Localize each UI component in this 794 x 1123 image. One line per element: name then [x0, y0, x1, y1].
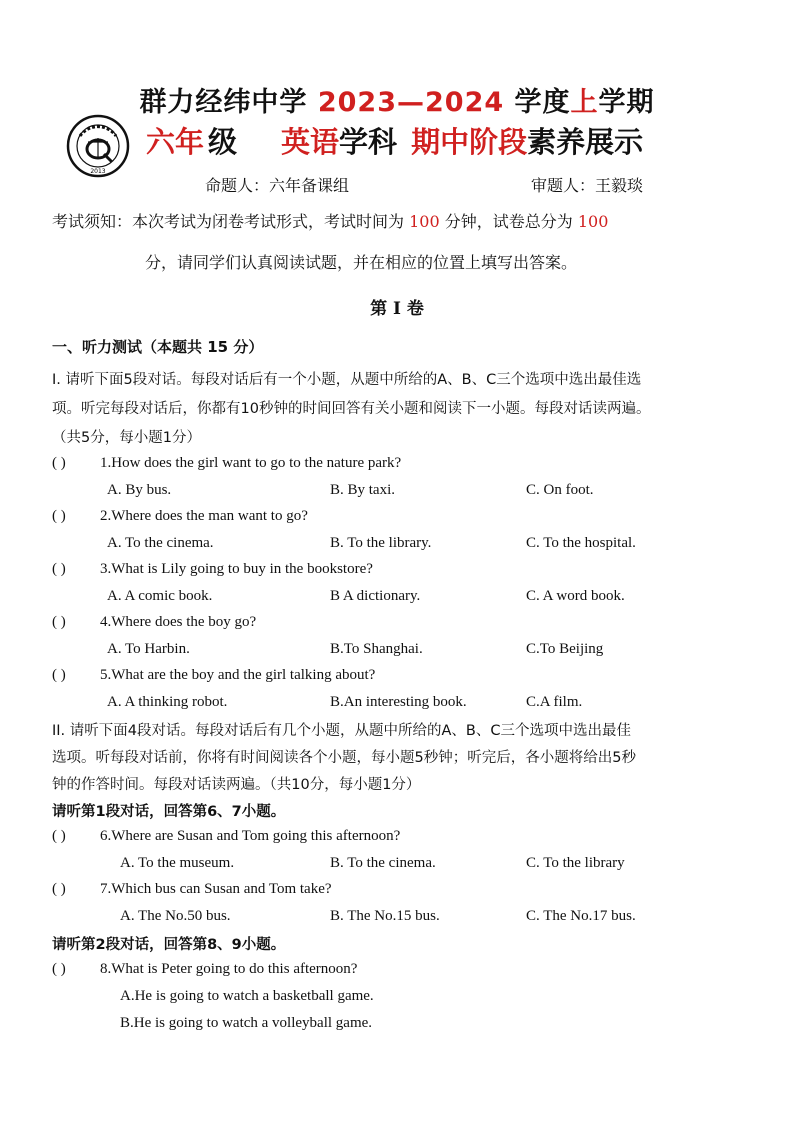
- option-c: C. On foot.: [526, 482, 594, 498]
- option-a: A. To the cinema.: [107, 535, 214, 551]
- option-b: B. To the library.: [330, 535, 432, 551]
- part2-instruction-line1: II. 请听下面4段对话。每段对话后有几个小题，从题中所给的A、B、C三个选项中选出最佳: [52, 723, 631, 739]
- exam-notice-line1: 考试须知：本次考试为闭卷考试形式，考试时间为 100 分钟，试卷总分为 100: [52, 212, 609, 231]
- option-a: A. To Harbin.: [107, 641, 190, 657]
- part1-instruction-line1: I. 请听下面5段对话。每段对话后有一个小题，从题中所给的A、B、C三个选项中选出最佳选: [52, 372, 642, 388]
- part1-instruction-line3: （共5分，每小题1分）: [52, 430, 201, 446]
- question-1: ( ) 1.How does the girl want to go to the nature park?: [52, 455, 402, 471]
- option-c: C. The No.17 bus.: [526, 908, 636, 924]
- part1-instruction-line2: 项。听完每段对话后，你都有10秒钟的时间回答有关小题和阅读下一小题。每段对话读两遍。: [52, 401, 651, 417]
- answer-blank[interactable]: ( ): [52, 561, 66, 577]
- dialog2-heading: 请听第2段对话，回答第8、9小题。: [52, 937, 286, 953]
- option-b: B. To the cinema.: [330, 855, 436, 871]
- option-a: A.He is going to watch a basketball game.: [120, 988, 374, 1004]
- question-8: ( ) 8.What is Peter going to do this afternoon?: [52, 961, 358, 977]
- option-b: B.He is going to watch a volleyball game.: [120, 1015, 373, 1031]
- exam-title-line2: 六年 级 英语学科 期中阶段素养展示: [146, 125, 644, 159]
- option-c: C. A word book.: [526, 588, 625, 604]
- reviewer-line: 审题人：王毅琰: [531, 176, 644, 195]
- answer-blank[interactable]: ( ): [52, 961, 66, 977]
- question-2: ( ) 2.Where does the man want to go?: [52, 508, 308, 524]
- option-b: B. The No.15 bus.: [330, 908, 440, 924]
- option-c: C. To the hospital.: [526, 535, 636, 551]
- exam-title-line1: 群力经纬中学 2023—2024 学度上学期: [139, 87, 655, 118]
- option-b: B.An interesting book.: [330, 694, 467, 710]
- answer-blank[interactable]: ( ): [52, 455, 66, 471]
- option-a: A. By bus.: [107, 482, 172, 498]
- answer-blank[interactable]: ( ): [52, 881, 66, 897]
- option-a: A. To the museum.: [120, 855, 235, 871]
- option-c: C.To Beijing: [526, 641, 604, 657]
- part2-instruction-line2: 选项。听每段对话前，你将有时间阅读各个小题，每小题5秒钟；听完后，各小题将给出5秒: [52, 750, 636, 766]
- question-7: ( ) 7.Which bus can Susan and Tom take?: [52, 881, 332, 897]
- option-a: A. A comic book.: [107, 588, 213, 604]
- answer-blank[interactable]: ( ): [52, 828, 66, 844]
- answer-blank[interactable]: ( ): [52, 614, 66, 630]
- author-line: 命题人：六年备课组: [205, 176, 350, 195]
- part2-instruction-line3: 钟的作答时间。每段对话读两遍。（共10分，每小题1分）: [52, 777, 421, 793]
- question-4: ( ) 4.Where does the boy go?: [52, 614, 257, 630]
- option-b: B. By taxi.: [330, 482, 396, 498]
- dialog1-heading: 请听第1段对话，回答第6、7小题。: [52, 804, 286, 820]
- option-c: C.A film.: [526, 694, 583, 710]
- question-5: ( ) 5.What are the boy and the girl talking about?: [52, 667, 376, 683]
- answer-blank[interactable]: ( ): [52, 508, 66, 524]
- question-6: ( ) 6.Where are Susan and Tom going this afternoon?: [52, 828, 401, 844]
- option-a: A. A thinking robot.: [107, 694, 228, 710]
- option-a: A. The No.50 bus.: [120, 908, 231, 924]
- svg-text:2013: 2013: [90, 168, 106, 175]
- option-c: C. To the library: [526, 855, 625, 871]
- answer-blank[interactable]: ( ): [52, 667, 66, 683]
- question-3: ( ) 3.What is Lily going to buy in the bookstore?: [52, 561, 373, 577]
- section-heading: 一、听力测试（本题共 15 分）: [52, 338, 264, 356]
- volume-title: 第 I 卷: [370, 299, 424, 319]
- option-b: B.To Shanghai.: [330, 641, 423, 657]
- option-b: B A dictionary.: [330, 588, 421, 604]
- exam-notice-line2: 分，请同学们认真阅读试题，并在相应的位置上填写出答案。: [145, 253, 578, 272]
- school-seal-icon: [66, 114, 130, 178]
